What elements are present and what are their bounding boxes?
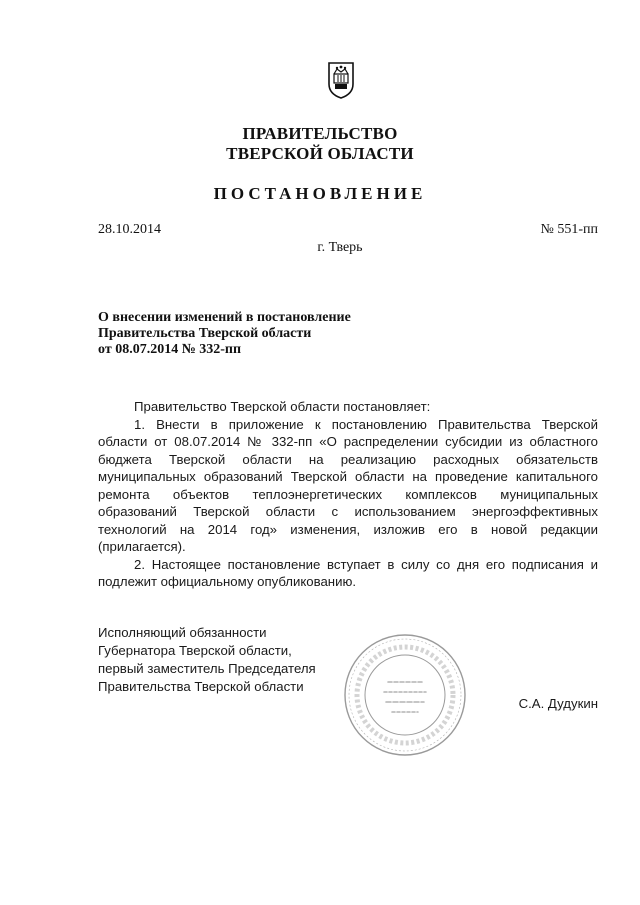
document-subject	[98, 310, 418, 358]
resolution-intro: Правительство Тверской области постановляет:	[134, 399, 431, 414]
organization-name-line2: ТВЕРСКОЙ ОБЛАСТИ	[226, 144, 414, 163]
resolution-item-2: 2. Настоящее постановление вступает в силу со дня его подписания и подлежит официальному опубликованию.	[98, 556, 598, 589]
subject-line: Правительства Тверской области	[98, 326, 312, 341]
document-type-title: ПОСТАНОВЛЕНИЕ	[213, 184, 427, 203]
subject-line: от 08.07.2014 № 332-пп	[98, 342, 242, 357]
document-date: 28.10.2014	[98, 222, 161, 237]
signer-name: С.А. Дудукин	[518, 696, 598, 711]
subject-line: О внесении изменений в постановление	[98, 310, 351, 325]
document-city: г. Тверь	[317, 240, 363, 255]
document-number: № 551-пп	[540, 222, 598, 237]
organization-name-line1: ПРАВИТЕЛЬСТВО	[242, 124, 398, 143]
document-body	[98, 398, 598, 591]
signature-title-line: Исполняющий обязанности	[98, 625, 267, 640]
coat-of-arms-icon	[326, 60, 356, 100]
signature-block	[98, 624, 316, 696]
official-stamp	[342, 632, 468, 758]
signature-title-line: Правительства Тверской области	[98, 679, 304, 694]
signature-title-line: первый заместитель Председателя	[98, 661, 316, 676]
signature-title-line: Губернатора Тверской области,	[98, 643, 292, 658]
resolution-item-1: 1. Внести в приложение к постановлению Правительства Тверской области от 08.07.2014 № 332-пп «О распределении субсидии из областного бюджета Тверской области на реализацию расходных обязательств муниципальных образований Тверской области на проведение капитального ремонта объектов теплоэнергетических комплексов муниципальных образований Тверской области с использованием энергоэффективных технологий на 2014 год» изменения, изложив его в новой редакции (прилагается).	[98, 416, 598, 554]
